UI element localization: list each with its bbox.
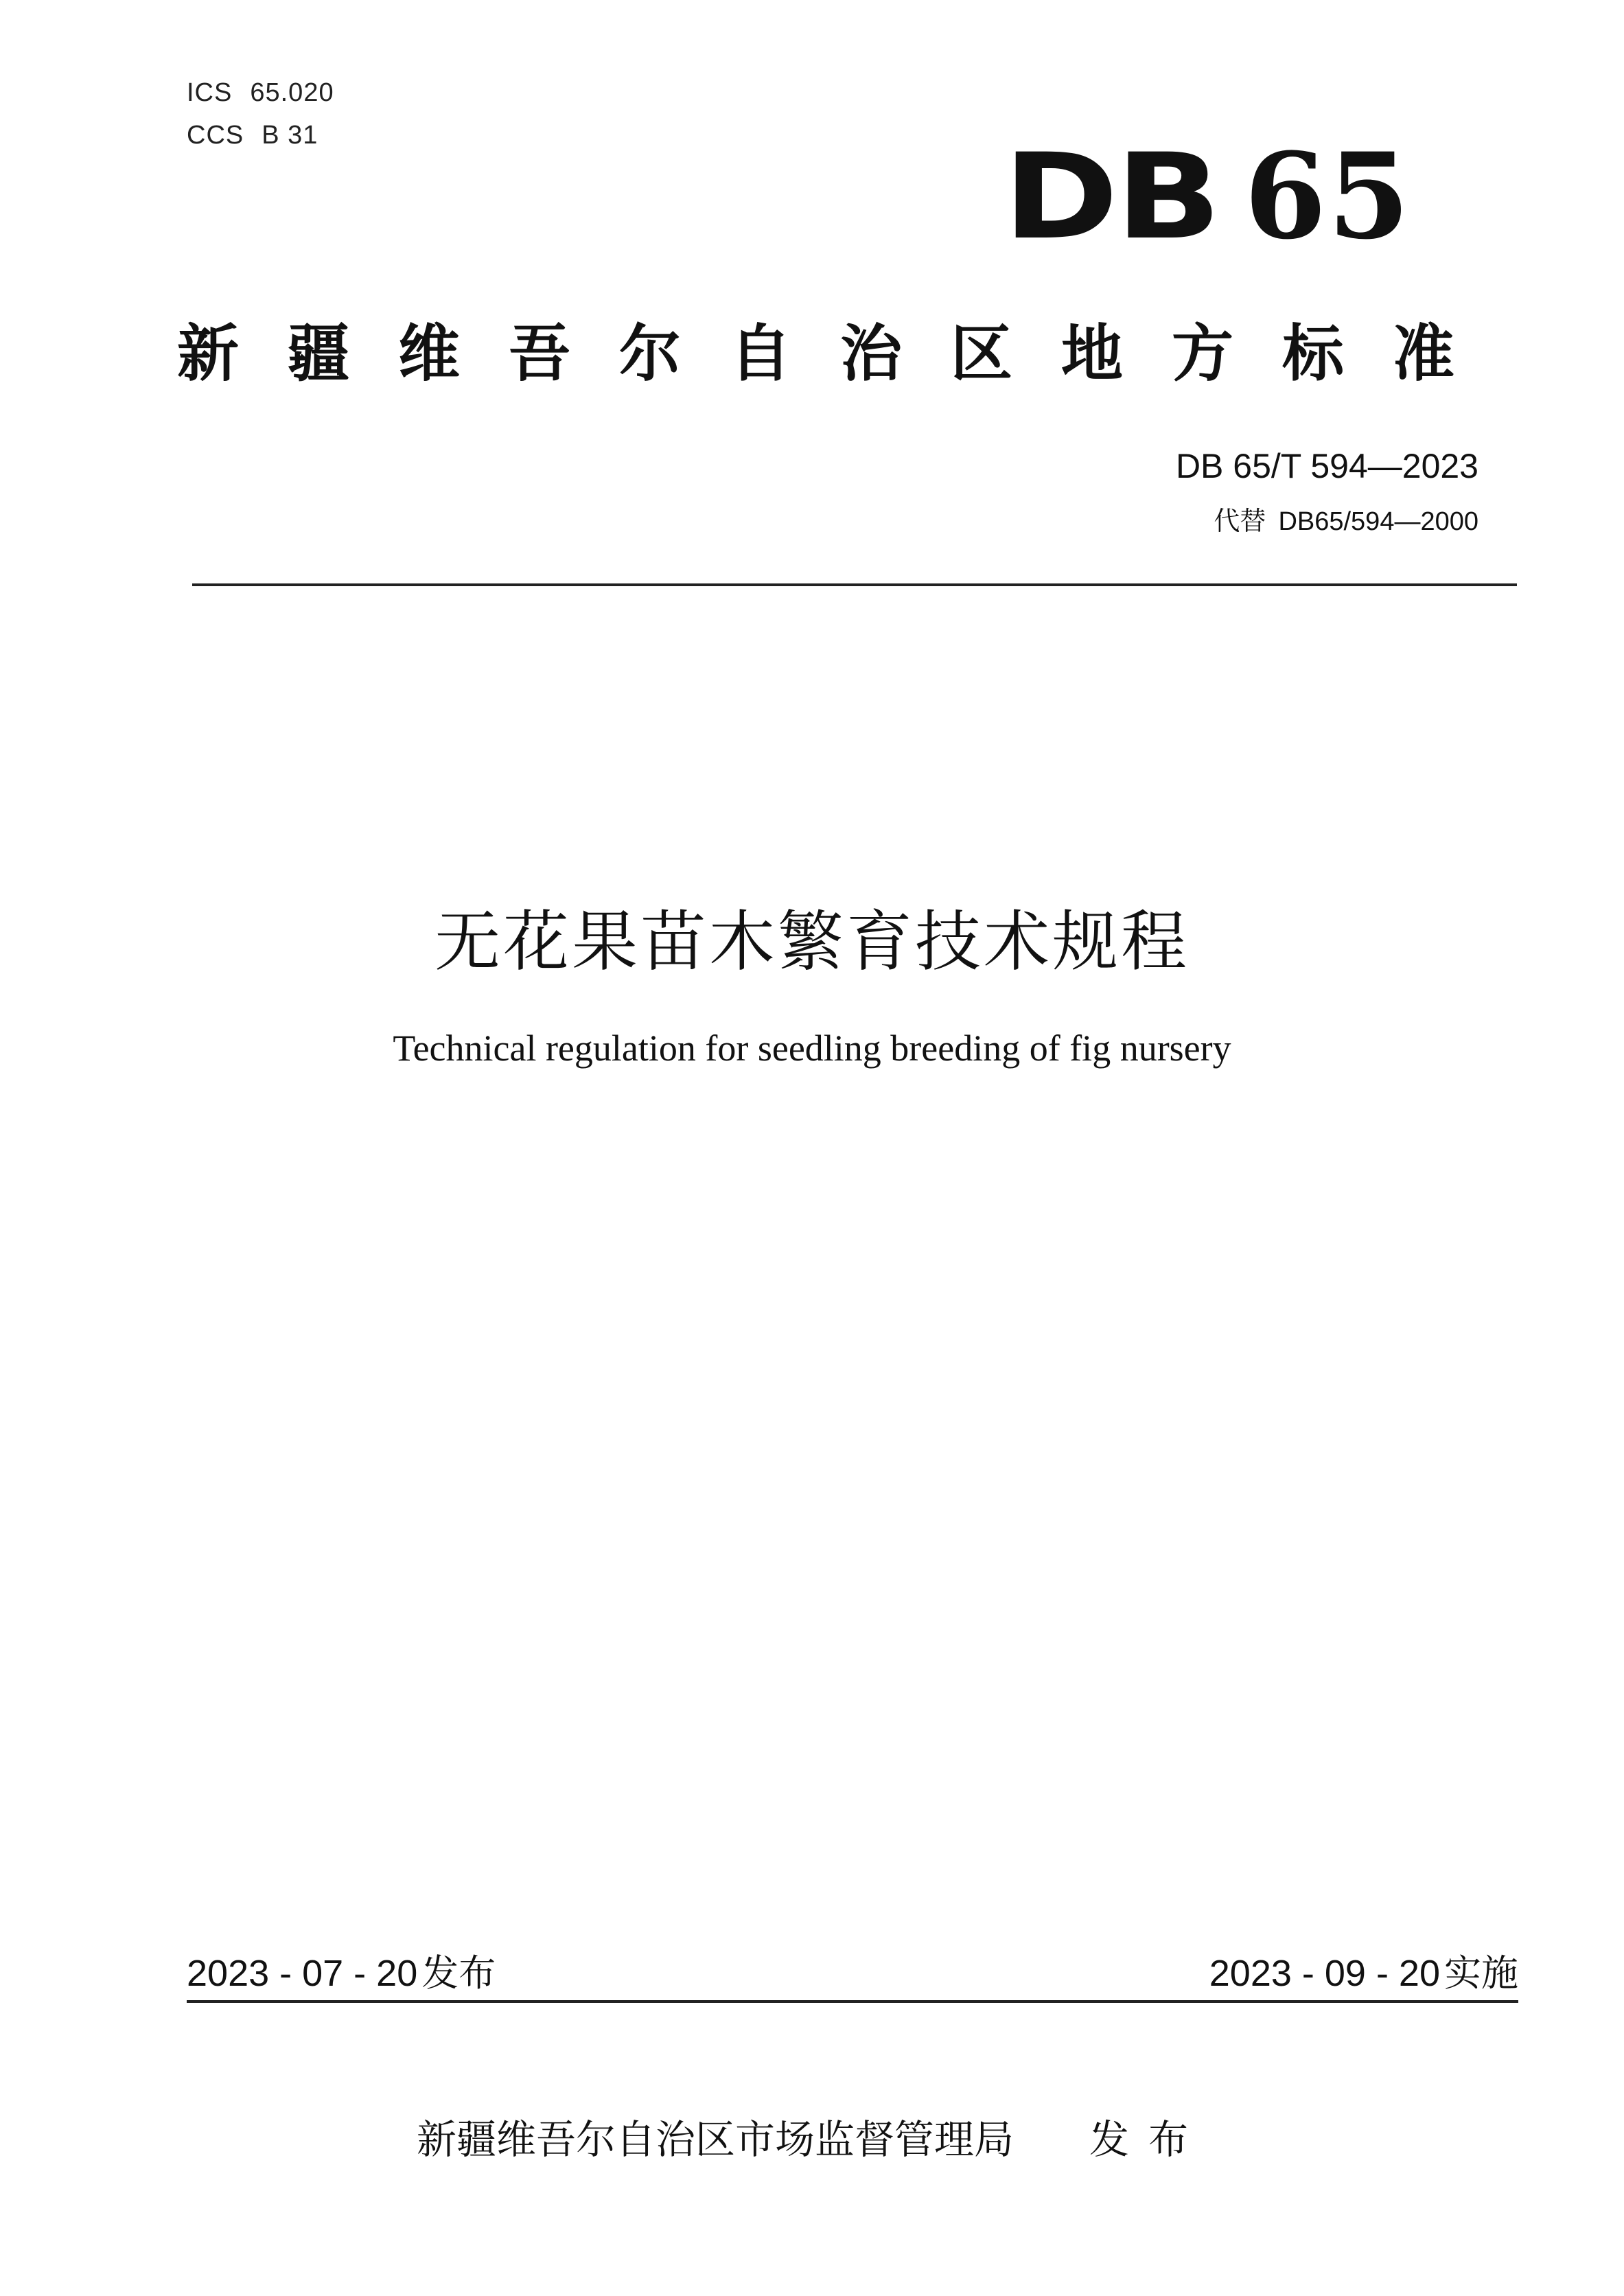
ics-code-line [187,78,334,108]
db-logo-prefix: DB [1002,128,1218,266]
document-title-english: Technical regulation for seedling breeding of fig nursery [393,1028,1231,1069]
implement-label: 实施 [1444,1951,1518,1995]
issuer-action: 发布 [1089,2116,1208,2163]
standard-type-heading: 新疆维吾尔自治区地方标准 [177,318,1503,390]
document-title-chinese: 无花果苗木繁育技术规程 [434,903,1190,980]
ics-code: 65.020 [250,78,334,107]
footer-divider [187,2000,1518,2003]
db-logo-region-code: 65 [1244,126,1411,266]
header-divider [192,583,1517,586]
replaces-number: DB65/594—2000 [1278,507,1478,536]
ccs-label: CCS [187,121,244,150]
replaces-label: 代替 [1214,507,1266,536]
standard-number: DB 65/T 594—2023 [1175,447,1478,485]
db-standard-logo [1002,126,1411,266]
ics-label: ICS [187,78,233,107]
implement-date-line [1209,1944,1518,1997]
issuer-name: 新疆维吾尔自治区市场监督管理局 [416,2116,1014,2163]
issuer-line [0,2107,1624,2165]
replaces-line [1214,500,1478,537]
ccs-code-line [187,121,318,150]
publish-label: 发布 [421,1951,496,1995]
implement-date: 2023 - 09 - 20 [1209,1953,1440,1994]
publish-date-line [187,1944,496,1997]
publish-date: 2023 - 07 - 20 [187,1953,418,1994]
ccs-code: B 31 [262,121,318,150]
